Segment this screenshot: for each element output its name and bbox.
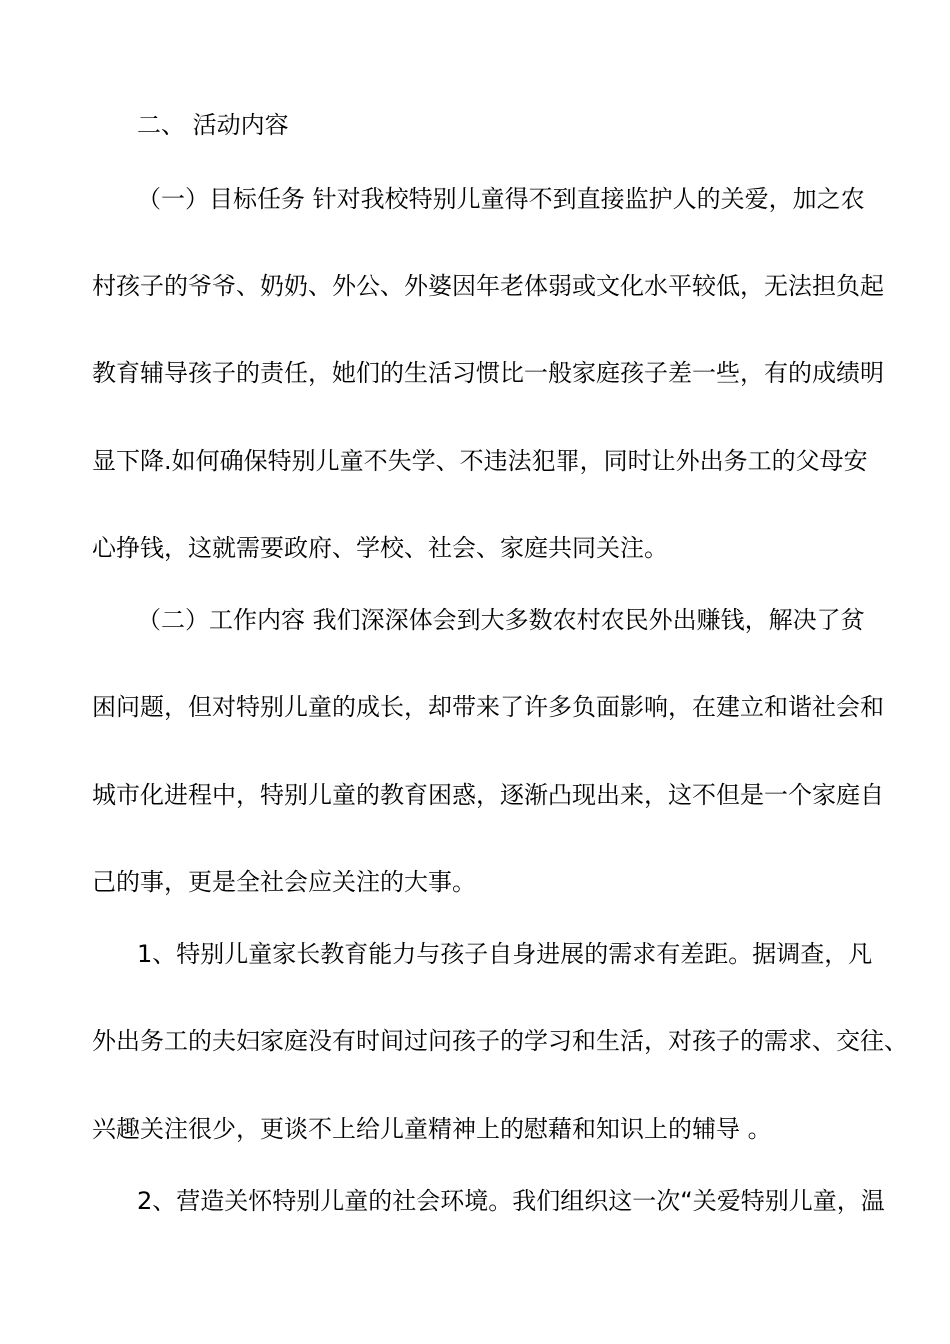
paragraph-line: 困问题，但对特别儿童的成长，却带来了许多负面影响，在建立和谐社会和 xyxy=(92,693,884,721)
paragraph-line: 外出务工的夫妇家庭没有时间过问孩子的学习和生活，对孩子的需求、交往、 xyxy=(92,1027,908,1055)
paragraph-line: 1、特别儿童家长教育能力与孩子自身进展的需求有差距。据调查，凡 xyxy=(137,940,873,968)
paragraph-line: （一）目标任务 针对我校特别儿童得不到直接监护人的关爱，加之农 xyxy=(137,185,865,213)
paragraph-line: 2、营造关怀特别儿童的社会环境。我们组织这一次“关爱特别儿童，温 xyxy=(137,1187,885,1215)
section-heading: 二、 活动内容 xyxy=(137,111,289,139)
paragraph-line: 城市化进程中，特别儿童的教育困惑，逐渐凸现出来，这不但是一个家庭自 xyxy=(92,781,884,809)
paragraph-line: 己的事，更是全社会应关注的大事。 xyxy=(92,868,476,896)
paragraph-line: 兴趣关注很少，更谈不上给儿童精神上的慰藉和知识上的辅导 。 xyxy=(92,1115,772,1143)
paragraph-line: （二）工作内容 我们深深体会到大多数农村农民外出赚钱，解决了贫 xyxy=(137,606,865,634)
paragraph-line: 显下降.如何确保特别儿童不失学、不违法犯罪，同时让外出务工的父母安 xyxy=(92,447,868,475)
paragraph-line: 心挣钱，这就需要政府、学校、社会、家庭共同关注。 xyxy=(92,534,668,562)
paragraph-line: 村孩子的爷爷、奶奶、外公、外婆因年老体弱或文化水平较低，无法担负起 xyxy=(92,272,884,300)
paragraph-line: 教育辅导孩子的责任，她们的生活习惯比一般家庭孩子差一些，有的成绩明 xyxy=(92,359,884,387)
